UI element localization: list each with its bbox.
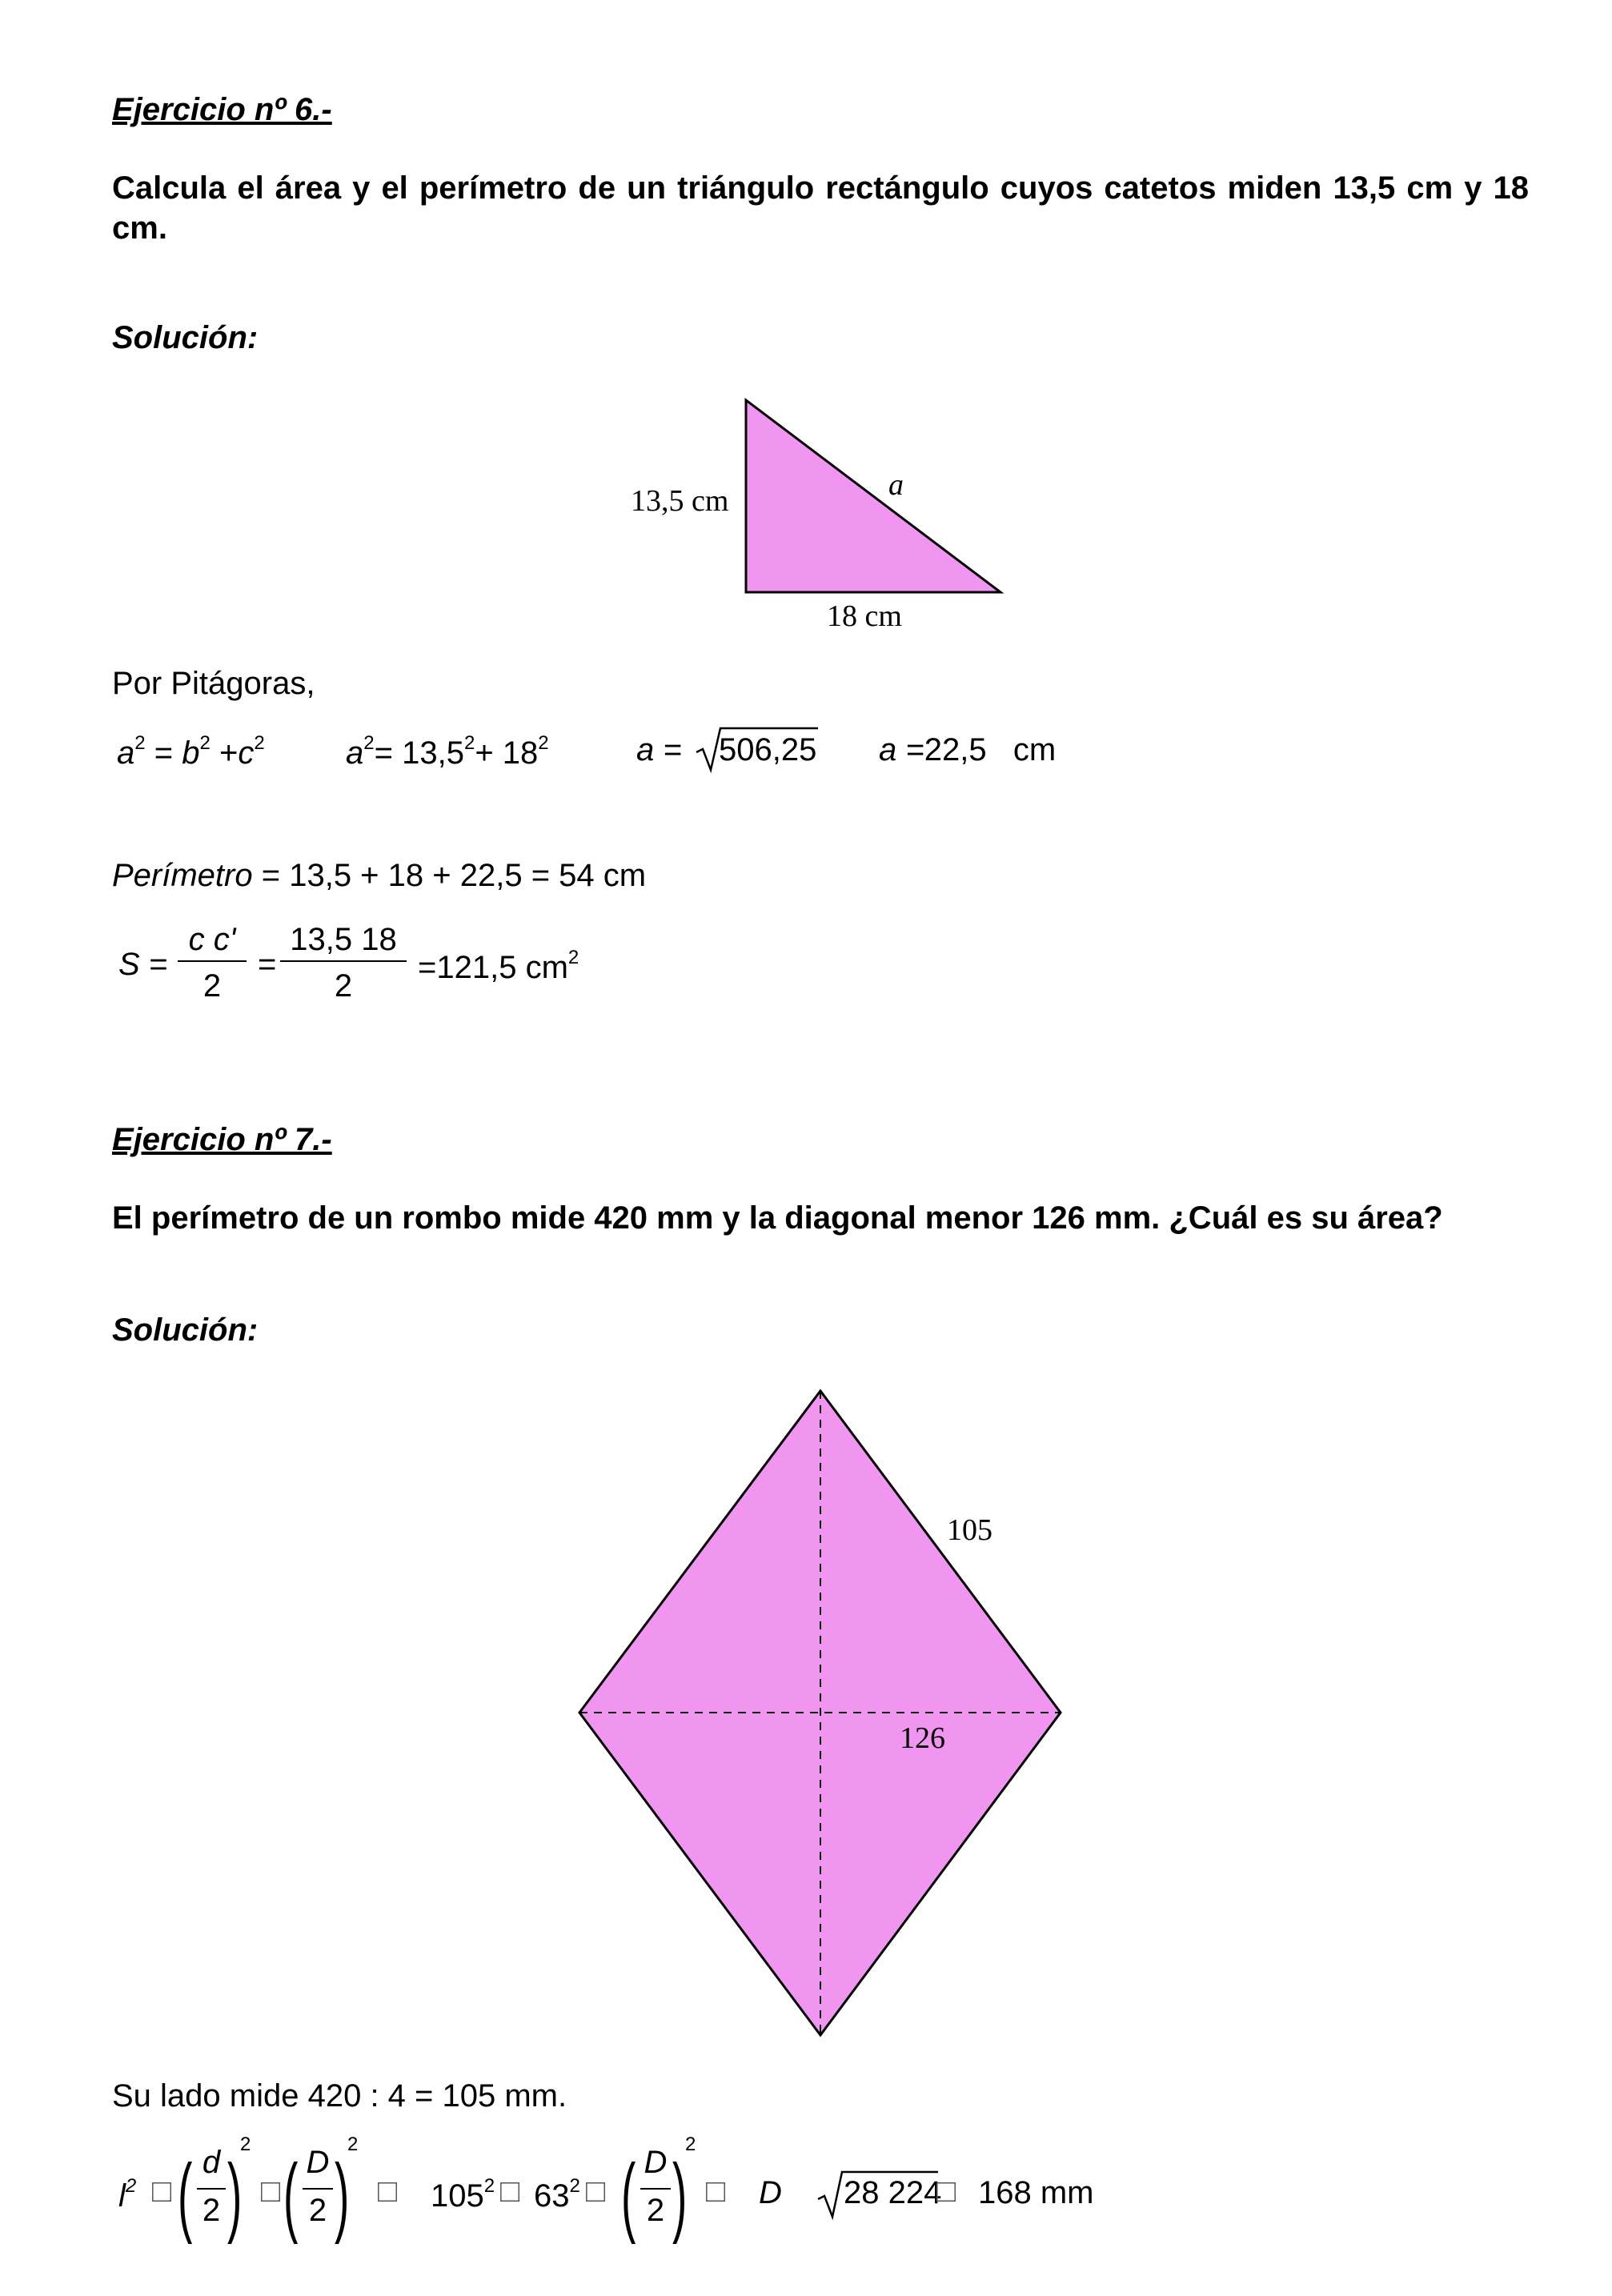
paren-close-2: ) [335,2146,350,2245]
area-S: S = [118,947,168,982]
final-105: $105^2$ [431,2175,495,2214]
eq-pythagoras-general: $a^2 = b^2 +c^2$ [117,732,265,771]
area-den2: 2 [334,968,353,1004]
area-num2: 13,5 18 [290,922,397,957]
triangle-hyp-label: a [888,468,904,502]
final-result: 168 mm [978,2175,1094,2210]
paren-close-1: ) [227,2146,243,2245]
final-box-2: □ [261,2174,281,2209]
area-den1: 2 [203,968,222,1004]
paren-close-3: ) [672,2146,688,2245]
pitagoras-text: Por Pitágoras, [112,666,315,701]
final-l: $l^2$ [118,2175,137,2214]
final-box-6: □ [706,2174,726,2209]
paren-open-1: ( [178,2146,193,2245]
ex7-question: El perímetro de un rombo mide 420 mm y la diagonal menor 126 mm. ¿Cuál es su área? [112,1200,1443,1236]
perimetro-label: Perímetro [112,858,253,893]
final-D-den: 2 [308,2193,327,2228]
final-box-5: □ [586,2174,606,2209]
lado-text: Su lado mide 420 : 4 = 105 mm. [112,2078,567,2114]
ex7-heading: Ejercicio nº 7.- [112,1122,332,1157]
ex6-heading: Ejercicio nº 6.- [112,92,332,127]
rhombus-diagonal-label: 126 [900,1721,945,1755]
rhombus-side-label: 105 [947,1513,992,1547]
perimetro-expr: = 13,5 + 18 + 22,5 = 54 cm [261,858,647,893]
triangle-side-left-label: 13,5 cm [631,484,729,518]
final-box-7: □ [936,2174,956,2209]
final-box-1: □ [152,2174,172,2209]
final-D-label: D [759,2175,782,2210]
final-d-num: d [202,2145,221,2180]
area-result: =121,5 $cm^2$ [418,947,579,985]
final-radicand: 28 224 [844,2175,942,2210]
eq-hyp-sqrt-lhs: a = [636,732,682,767]
exp-1: 2 [240,2134,251,2155]
area-num1: c c' [188,922,236,957]
final-D-num-2: D [644,2145,668,2180]
final-D-den-2: 2 [646,2193,665,2228]
ex7-solution-label: Solución: [112,1312,259,1348]
final-D-num: D [306,2145,330,2180]
final-d-den: 2 [202,2193,221,2228]
final-box-4: □ [500,2174,520,2209]
exp-3: 2 [685,2134,696,2155]
ex6-question: Calcula el área y el perímetro de un triángulo rectángulo cuyos catetos miden 13,5 cm y 18 cm. [112,170,1529,246]
exp-2: 2 [347,2134,359,2155]
final-63: $63^2$ [534,2175,580,2214]
ex6-solution-label: Solución: [112,320,259,355]
eq-hyp-sqrt-radicand: 506,25 [719,732,817,767]
eq-pythagoras-values: $a^2= 13,5^2+ 18^2$ [346,732,549,771]
final-box-3: □ [378,2174,398,2209]
area-eq: = [258,947,277,982]
paren-open-2: ( [283,2146,299,2245]
triangle-side-bottom-label: 18 cm [827,599,902,633]
paren-open-3: ( [621,2146,636,2245]
eq-hyp-result: a =22,5 cm [879,732,1057,767]
